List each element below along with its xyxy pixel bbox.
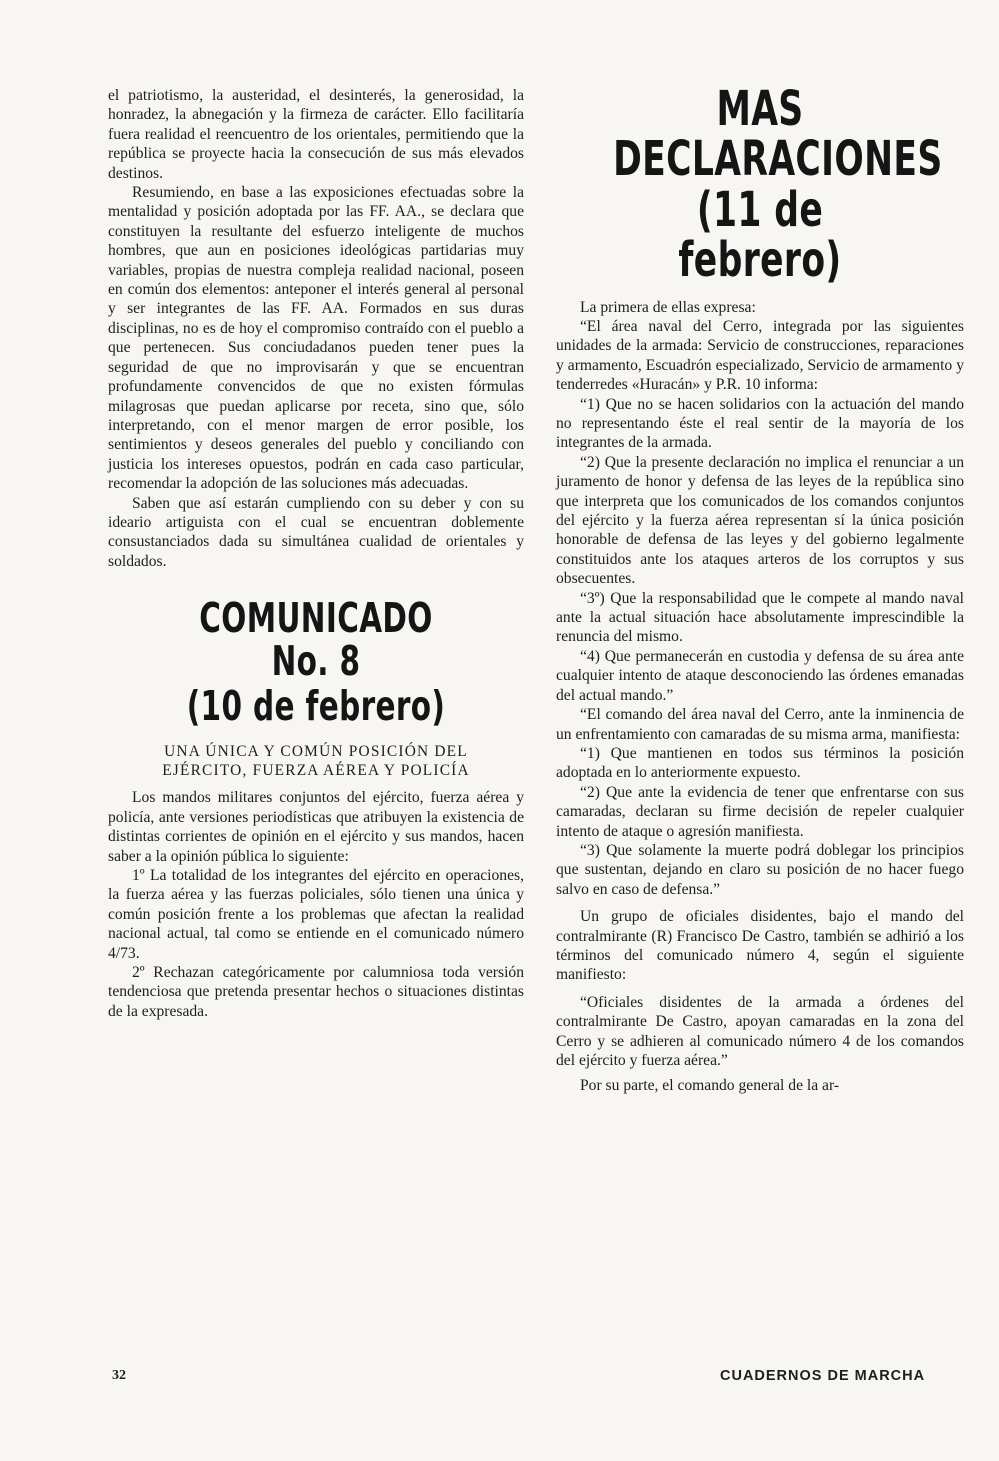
- section-headline: COMUNICADO No. 8: [199, 594, 433, 686]
- right-paragraph: “1) Que no se hacen solidarios con la actuación del mando no representando éste el real sentir de la mayoría de los integrantes de la armada.: [556, 395, 964, 452]
- section-headline-date: (11 de febrero): [678, 181, 842, 289]
- right-paragraph: “El área naval del Cerro, integrada por las siguientes unidades de la armada: Servicio de construcciones, reparaciones y armamento, Escuadrón especializado, Servicio de armamento y tenderredes «Huracán» y P.R. 10 informa:: [556, 317, 964, 394]
- right-paragraph: “2) Que ante la evidencia de tener que enfrentarse con sus camaradas, declaran su firme decisión de repeler cualquier intento de ataque o agresión manifiesta.: [556, 783, 964, 840]
- left-column: [108, 0, 524, 1021]
- left-intro-paragraph: Saben que así estarán cumpliendo con su deber y con su ideario artiguista con el cual se encuentran doblemente consustanciados dada su simultánea cualidad de orientales y soldados.: [108, 494, 524, 570]
- left-body-paragraph: Los mandos militares conjuntos del ejército, fuerza aérea y policía, ante versiones periodísticas que atribuyen la existencia de distintas corrientes de opinión en el ejército y sus mandos, hacen saber a la opinión pública lo siguiente:: [108, 789, 524, 865]
- section-subhead: EJÉRCITO, FUERZA AÉREA Y POLICÍA: [162, 762, 470, 780]
- right-column: [556, 0, 964, 1096]
- right-paragraph: “2) Que la presente declaración no implica el renunciar a un juramento de honor y defensa de las leyes de la república sino que interpreta que los comunicados de los comandos conjuntos del ejército y la fuerza aérea representan sí la única posición honorable de defensa de las leyes y del gobierno legalmente constituidos ante los ataques arteros de los corruptos y sus obsecuentes.: [556, 453, 964, 588]
- right-paragraph: La primera de ellas expresa:: [580, 298, 756, 316]
- right-paragraph: “1) Que mantienen en todos sus términos la posición adoptada en lo anteriormente expuesto.: [556, 744, 964, 782]
- right-paragraph: Por su parte, el comando general de la ar-: [580, 1077, 840, 1095]
- section-headline-date: (10 de febrero): [186, 682, 446, 731]
- left-body-paragraph: 1º La totalidad de los integrantes del ejército en operaciones, la fuerza aérea y las fuerzas policiales, sólo tienen una única y común posición frente a los problemas que afectan la realidad nacional actual, tal como se entiende en el comunicado número 4/73.: [108, 866, 524, 962]
- right-paragraph: “3) Que solamente la muerte podrá doblegar los principios que sustentan, dejando en claro su posición de no hacer fuego salvo en caso de defensa.”: [556, 841, 964, 898]
- left-intro-paragraph: el patriotismo, la austeridad, el desinterés, la generosidad, la honradez, la abnegación y la firmeza de carácter. Ello facilitaría fuera realidad el reencuentro de los orientales, permitiendo que la república se proyecte hacia la consecución de sus más elevados destinos.: [108, 87, 524, 182]
- right-paragraph: “4) Que permanecerán en custodia y defensa de su área ante cualquier intento de ataque desconociendo las órdenes emanadas del actual mando.”: [556, 647, 964, 704]
- publication-name: CUADERNOS DE MARCHA: [720, 1368, 926, 1384]
- section-subhead: UNA ÚNICA Y COMÚN POSICIÓN DEL: [164, 743, 468, 761]
- section-headline: MAS DECLARACIONES: [613, 81, 943, 188]
- left-body-paragraph: 2º Rechazan categóricamente por calumniosa toda versión tendenciosa que pretenda presentar hechos o situaciones distintas de la expresada.: [108, 963, 524, 1020]
- right-paragraph: “El comando del área naval del Cerro, ante la inminencia de un enfrentamiento con camaradas de su misma arma, manifiesta:: [556, 706, 964, 743]
- right-paragraph: “Oficiales disidentes de la armada a órdenes del contralmirante De Castro, apoyan camaradas en la zona del Cerro y se adhieren al comunicado número 4 de los comandos del ejército y fuerza aérea.”: [556, 993, 964, 1069]
- right-paragraph: Un grupo de oficiales disidentes, bajo el mando del contralmirante (R) Francisco De Castro, también se adhirió a los términos del comunicado número 4, según el siguiente manifiesto:: [556, 908, 964, 984]
- page-number: 32: [112, 1368, 126, 1383]
- right-paragraph: “3º) Que la responsabilidad que le compete al mando naval ante la actual situación hace absolutamente imprescindible la renuncia del mismo.: [556, 589, 964, 646]
- left-intro-paragraph: Resumiendo, en base a las exposiciones efectuadas sobre la mentalidad y posición adoptada por las FF. AA., se declara que constituyen la resultante del esfuerzo inteligente de muchos hombres, que aun en posiciones ideológicas partidarias muy variables, propias de nuestra compleja realidad nacional, poseen en común dos elementos: anteponer el interés general al personal y ser integrantes de las FF. AA. Formados en sus duras disciplinas, no es de hoy el compromiso contraído con el pueblo a que pertenecen. Sus conciudadanos pueden tener pues la seguridad de que no improvisarán y que se encuentran profundamente convencidos de que no existen fórmulas milagrosas que puedan aplicarse por receta, sino que, sólo interpretando, con el menor margen de error posible, los sentimientos y deseos generales del pueblo y conciliando con justicia los intereses opuestos, podrán en cada caso particular, recomendar la adopción de las soluciones más adecuadas.: [108, 184, 524, 493]
